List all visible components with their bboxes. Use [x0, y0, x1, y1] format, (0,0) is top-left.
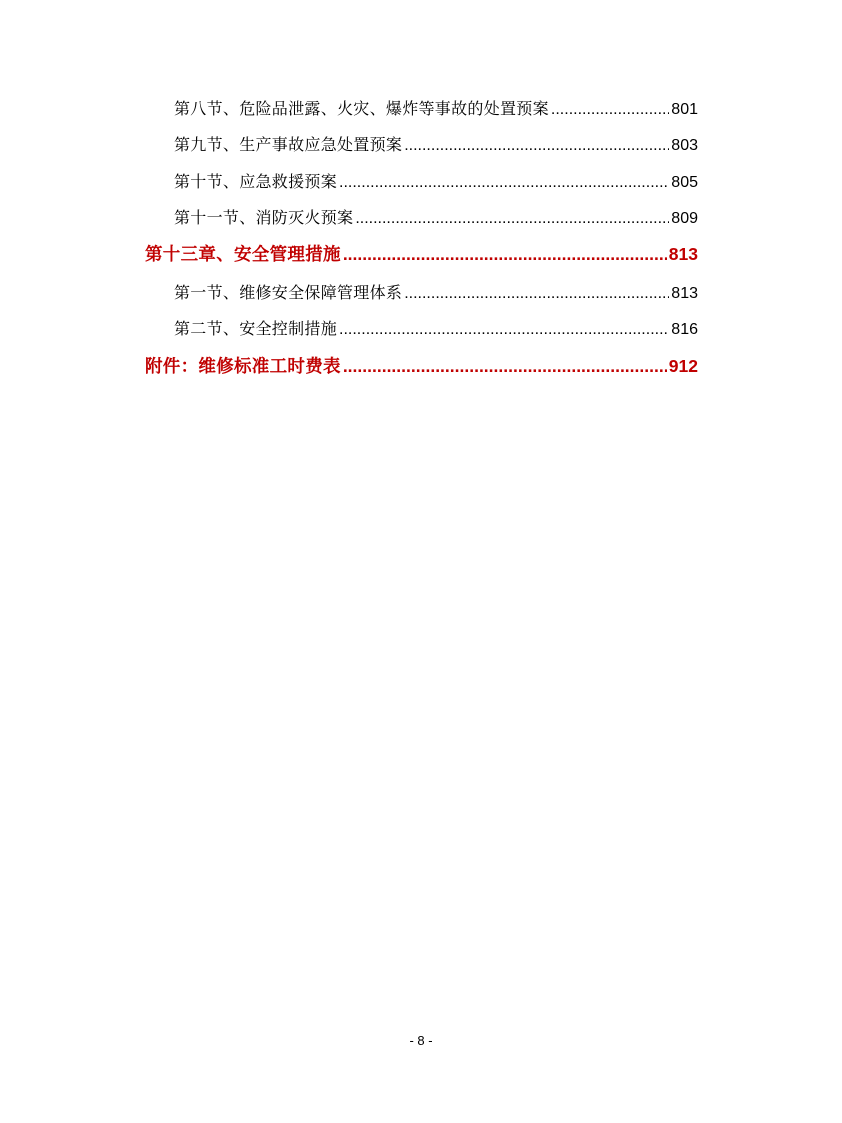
toc-dot-leader	[551, 101, 669, 119]
toc-entry-title: 第一节、维修安全保障管理体系	[174, 283, 403, 302]
toc-entry-chapter-13[interactable]	[145, 241, 698, 271]
toc-entry-page: 801	[671, 101, 698, 118]
toc-dot-leader	[404, 137, 669, 155]
toc-entry-section-8[interactable]	[174, 96, 698, 126]
toc-dot-leader	[355, 210, 669, 228]
toc-entry-title: 第九节、生产事故应急处置预案	[174, 135, 403, 154]
toc-entry-page: 816	[671, 321, 698, 338]
toc-dot-leader	[339, 174, 669, 192]
toc-dot-leader	[343, 356, 667, 377]
toc-entry-title: 第八节、危险品泄露、火灾、爆炸等事故的处置预案	[174, 99, 549, 118]
toc-entry-title: 第十三章、安全管理措施	[145, 245, 341, 265]
toc-entry-section-11[interactable]	[174, 205, 698, 235]
toc-entry-page: 809	[671, 210, 698, 227]
toc-entry-page: 912	[668, 356, 698, 376]
toc-entry-page: 813	[671, 285, 698, 302]
toc-entry-page: 805	[671, 174, 698, 191]
toc-dot-leader	[343, 244, 667, 265]
toc-entry-title: 附件：维修标准工时费表	[145, 357, 341, 377]
toc-entry-title: 第十一节、消防灭火预案	[174, 208, 354, 227]
page-number-footer: - 8 -	[409, 1033, 433, 1048]
toc-entry-section-9[interactable]	[174, 132, 698, 162]
toc-entry-title: 第十节、应急救援预案	[174, 172, 338, 191]
toc-entry-appendix[interactable]	[145, 353, 698, 383]
toc-entry-section-1[interactable]	[174, 280, 698, 310]
toc-entry-section-2[interactable]	[174, 316, 698, 346]
toc-entry-page: 803	[671, 137, 698, 154]
toc-entry-section-10[interactable]	[174, 169, 698, 199]
toc-dot-leader	[339, 321, 669, 339]
toc-dot-leader	[404, 285, 669, 303]
toc-entry-page: 813	[668, 244, 698, 264]
toc-entry-title: 第二节、安全控制措施	[174, 319, 338, 338]
